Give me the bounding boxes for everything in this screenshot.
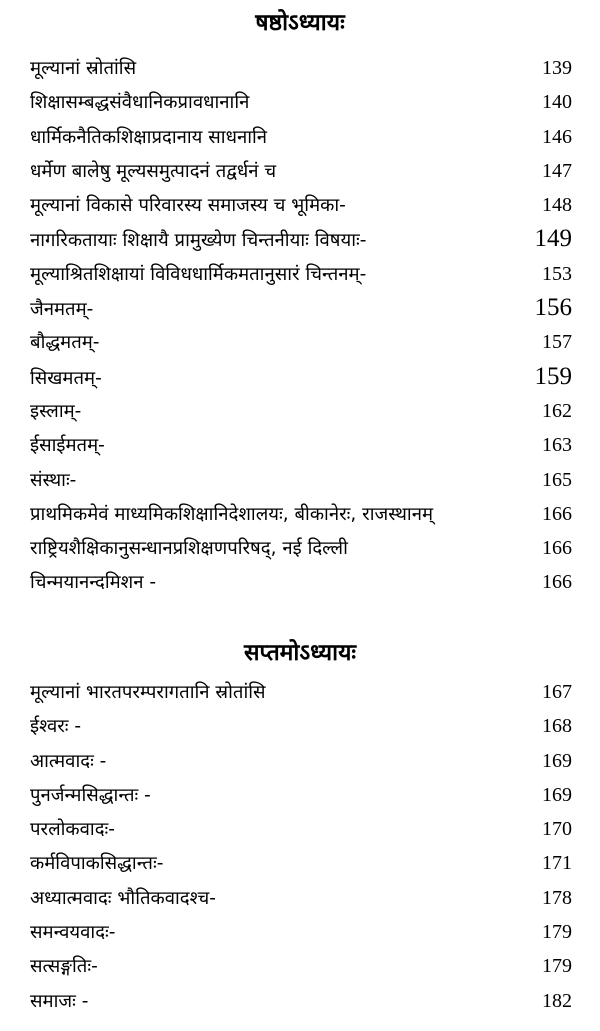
toc-entry: [30, 881, 572, 915]
toc-entry-title: समन्वयवादः-: [30, 922, 116, 944]
toc-entry-title: ईश्वरः -: [30, 716, 82, 738]
toc-entry-title: मूल्यानां भारतपरम्परागतानि स्रोतांसि: [30, 682, 266, 703]
toc-entry-page-number: 166: [542, 502, 572, 525]
toc-entry: [30, 51, 572, 85]
toc-entry-page-number: 139: [542, 57, 572, 79]
toc-entry-title: अध्यात्मवादः भौतिकवादश्च-: [30, 887, 216, 909]
toc-entry: [30, 154, 572, 188]
toc-entry-title: धर्मेण बालेषु मूल्यसमुत्पादनं तद्वर्धनं च: [30, 160, 277, 182]
chapter-6-entries: [30, 51, 572, 600]
toc-entry: [30, 531, 572, 565]
toc-entry-page-number: 166: [542, 537, 572, 560]
toc-entry-title: सत्सङ्गतिः-: [30, 956, 98, 978]
toc-entry: [30, 360, 572, 394]
toc-entry: [30, 85, 572, 119]
chapter-7-entries: [30, 675, 572, 1018]
toc-entry-page-number: 166: [542, 571, 572, 594]
toc-entry-title: परलोकवादः-: [30, 819, 115, 841]
toc-entry-title: इस्लाम्-: [30, 400, 82, 422]
toc-entry: [30, 291, 572, 325]
toc-entry: [30, 120, 572, 154]
toc-entry-page-number: 163: [542, 434, 572, 457]
toc-entry: [30, 257, 572, 291]
toc-entry: [30, 915, 572, 949]
toc-entry-title: मूल्यानां विकासे परिवारस्य समाजस्य च भूमिका-: [30, 195, 346, 217]
toc-entry-page-number: 168: [542, 715, 572, 738]
toc-entry-page-number: 179: [542, 921, 572, 944]
toc-entry: [30, 778, 572, 812]
toc-entry: [30, 428, 572, 462]
toc-entry: [30, 497, 572, 531]
toc-entry-page-number: 165: [542, 468, 572, 491]
toc-entry: [30, 744, 572, 778]
toc-entry-title: राष्ट्रियशैक्षिकानुसन्धानप्रशिक्षणपरिषद्, नई दिल्ली: [30, 538, 348, 560]
toc-entry-title: सिखमतम्-: [30, 367, 102, 389]
toc-entry-page-number: 167: [542, 681, 572, 703]
toc-entry-page-number: 140: [542, 91, 572, 114]
toc-entry-title: आत्मवादः -: [30, 750, 107, 772]
toc-entry-page-number: 156: [534, 294, 572, 322]
toc-entry: [30, 675, 572, 709]
toc-entry-page-number: 170: [542, 818, 572, 841]
toc-entry: [30, 565, 572, 599]
toc-entry-title: ईसाईमतम्-: [30, 435, 105, 457]
toc-entry-page-number: 179: [542, 955, 572, 978]
toc-entry-title: जैनमतम्-: [30, 299, 94, 321]
toc-entry-page-number: 162: [542, 399, 572, 422]
toc-entry-page-number: 149: [534, 225, 572, 253]
toc-entry: [30, 984, 572, 1018]
toc-entry-page-number: 169: [542, 749, 572, 772]
toc-entry-page-number: 178: [542, 886, 572, 909]
toc-entry-title: संस्थाः-: [30, 469, 77, 491]
toc-entry: [30, 188, 572, 222]
toc-entry-page-number: 147: [542, 159, 572, 182]
chapter-6-heading: षष्ठोऽध्यायः: [255, 10, 345, 36]
toc-entry-title: पुनर्जन्मसिद्धान्तः -: [30, 784, 151, 806]
toc-entry: [30, 709, 572, 743]
toc-entry-title: नागरिकतायाः शिक्षायै प्रामुख्येण चिन्तनीयाः विषयाः-: [30, 230, 367, 252]
toc-entry-page-number: 153: [542, 262, 572, 285]
toc-entry-title: प्राथमिकमेवं माध्यमिकशिक्षानिदेशालयः, बीकानेरः, राजस्थानम्: [30, 503, 434, 525]
toc-entry-page-number: 159: [534, 362, 572, 390]
toc-entry-page-number: 182: [542, 989, 572, 1012]
toc-entry-title: मूल्यानां स्रोतांसि: [30, 58, 137, 79]
toc-entry-title: शिक्षासम्बद्धसंवैधानिकप्रावधानानि: [30, 92, 250, 114]
toc-entry-page-number: 148: [542, 194, 572, 217]
toc-entry: [30, 222, 572, 256]
toc-entry-page-number: 146: [542, 125, 572, 148]
toc-entry: [30, 394, 572, 428]
toc-entry-page-number: 157: [542, 331, 572, 354]
toc-entry: [30, 463, 572, 497]
toc-entry-title: चिन्मयानन्दमिशन -: [30, 572, 157, 594]
toc-entry: [30, 949, 572, 983]
toc-entry-title: धार्मिकनैतिकशिक्षाप्रदानाय साधनानि: [30, 126, 268, 148]
toc-entry-page-number: 171: [542, 852, 572, 875]
toc-entry-title: बौद्धमतम्-: [30, 332, 100, 354]
chapter-7-heading: सप्तमोऽध्यायः: [243, 640, 357, 666]
toc-entry: [30, 846, 572, 880]
toc-entry: [30, 325, 572, 359]
toc-entry-page-number: 169: [542, 783, 572, 806]
toc-entry-title: मूल्याश्रितशिक्षायां विविधधार्मिकमतानुसारं चिन्तनम्-: [30, 263, 367, 285]
toc-entry-title: समाजः -: [30, 990, 89, 1012]
toc-entry: [30, 812, 572, 846]
toc-entry-title: कर्मविपाकसिद्धान्तः-: [30, 853, 164, 875]
